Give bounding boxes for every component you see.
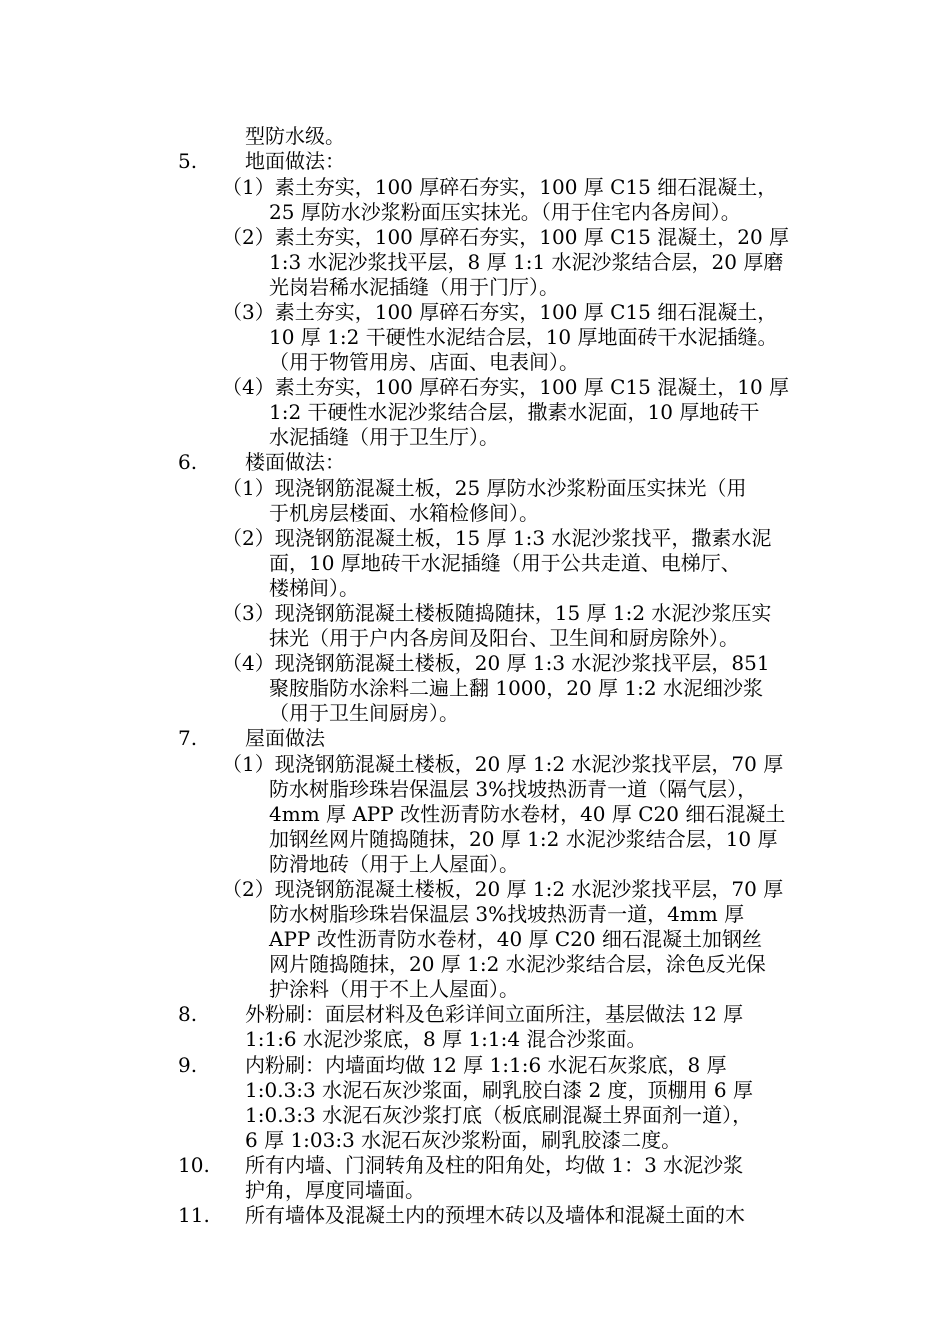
section-number: 6.: [178, 450, 198, 474]
text-line: 10 厚 1:2 干硬性水泥结合层，10 厚地面砖干水泥插缝。: [269, 325, 778, 349]
section-number: 10.: [178, 1153, 210, 1177]
text-line: 于机房层楼面、水箱检修间）。: [269, 501, 539, 525]
text-line: 型防水级。: [245, 124, 345, 148]
section-heading: 楼面做法：: [245, 450, 345, 474]
text-line: 防水树脂珍珠岩保温层 3%找坡热沥青一道（隔气层），: [269, 777, 758, 801]
text-line: 聚胺脂防水涂料二遍上翻 1000，20 厚 1:2 水泥细沙浆: [269, 676, 763, 700]
text-line: 抹光（用于户内各房间及阳台、卫生间和厨房除外）。: [269, 626, 739, 650]
list-item: （2）现浇钢筋混凝土板，15 厚 1:3 水泥沙浆找平，撒素水泥: [222, 526, 772, 550]
text-line: 1:0.3:3 水泥石灰沙浆打底（板底刷混凝土界面剂一道），: [245, 1103, 753, 1127]
list-item: （4）素土夯实，100 厚碎石夯实，100 厚 C15 混凝土，10 厚: [222, 375, 790, 399]
section-number: 7.: [178, 726, 198, 750]
section-heading: 所有内墙、门洞转角及柱的阳角处，均做 1：3 水泥沙浆: [245, 1153, 744, 1177]
section-number: 11.: [178, 1203, 210, 1227]
section-number: 8.: [178, 1002, 198, 1026]
text-line: 面，10 厚地砖干水泥插缝（用于公共走道、电梯厅、: [269, 551, 741, 575]
section-heading: 内粉刷：内墙面均做 12 厚 1:1:6 水泥石灰浆底，8 厚: [245, 1053, 727, 1077]
text-line: 6 厚 1:03:3 水泥石灰沙浆粉面，刷乳胶漆二度。: [245, 1128, 682, 1152]
text-line: 水泥插缝（用于卫生厅）。: [269, 425, 499, 449]
section-number: 5.: [178, 149, 198, 173]
list-item: （3）现浇钢筋混凝土楼板随捣随抹，15 厚 1:2 水泥沙浆压实: [222, 601, 772, 625]
list-item: （1）现浇钢筋混凝土板，25 厚防水沙浆粉面压实抹光（用: [222, 476, 747, 500]
text-line: 护涂料（用于不上人屋面）。: [269, 977, 519, 1001]
text-line: 1:0.3:3 水泥石灰沙浆面，刷乳胶白漆 2 度，顶棚用 6 厚: [245, 1078, 753, 1102]
list-item: （1）现浇钢筋混凝土楼板，20 厚 1:2 水泥沙浆找平层，70 厚: [222, 752, 784, 776]
list-item: （3）素土夯实，100 厚碎石夯实，100 厚 C15 细石混凝土，: [222, 300, 778, 324]
text-line: 楼梯间）。: [269, 576, 359, 600]
list-item: （4）现浇钢筋混凝土楼板，20 厚 1:3 水泥沙浆找平层，851: [222, 651, 770, 675]
text-line: 防水树脂珍珠岩保温层 3%找坡热沥青一道，4mm 厚: [269, 902, 745, 926]
text-line: 4mm 厚 APP 改性沥青防水卷材，40 厚 C20 细石混凝土: [269, 802, 786, 826]
text-line: 光岗岩稀水泥插缝（用于门厅）。: [269, 275, 559, 299]
text-line: 1:3 水泥沙浆找平层，8 厚 1:1 水泥沙浆结合层，20 厚磨: [269, 250, 784, 274]
list-item: （1）素土夯实，100 厚碎石夯实，100 厚 C15 细石混凝土，: [222, 175, 778, 199]
section-heading: 所有墙体及混凝土内的预埋木砖以及墙体和混凝土面的木: [245, 1203, 745, 1227]
text-line: 25 厚防水沙浆粉面压实抹光。（用于住宅内各房间）。: [269, 200, 741, 224]
text-line: （用于卫生间厨房）。: [269, 701, 459, 725]
section-heading: 屋面做法: [245, 726, 325, 750]
text-line: 1:1:6 水泥沙浆底，8 厚 1:1:4 混合沙浆面。: [245, 1027, 647, 1051]
section-heading: 外粉刷：面层材料及色彩详间立面所注，基层做法 12 厚: [245, 1002, 744, 1026]
text-line: 1:2 干硬性水泥沙浆结合层，撒素水泥面，10 厚地砖干: [269, 400, 760, 424]
text-line: APP 改性沥青防水卷材，40 厚 C20 细石混凝土加钢丝: [269, 927, 762, 951]
text-line: 护角，厚度同墙面。: [245, 1178, 425, 1202]
text-line: （用于物管用房、店面、电表间）。: [269, 350, 579, 374]
section-number: 9.: [178, 1053, 198, 1077]
text-line: 防滑地砖（用于上人屋面）。: [269, 852, 519, 876]
text-line: 网片随捣随抹，20 厚 1:2 水泥沙浆结合层，涂色反光保: [269, 952, 766, 976]
section-heading: 地面做法：: [245, 149, 345, 173]
text-line: 加钢丝网片随捣随抹，20 厚 1:2 水泥沙浆结合层，10 厚: [269, 827, 778, 851]
list-item: （2）现浇钢筋混凝土楼板，20 厚 1:2 水泥沙浆找平层，70 厚: [222, 877, 784, 901]
list-item: （2）素土夯实，100 厚碎石夯实，100 厚 C15 混凝土，20 厚: [222, 225, 790, 249]
